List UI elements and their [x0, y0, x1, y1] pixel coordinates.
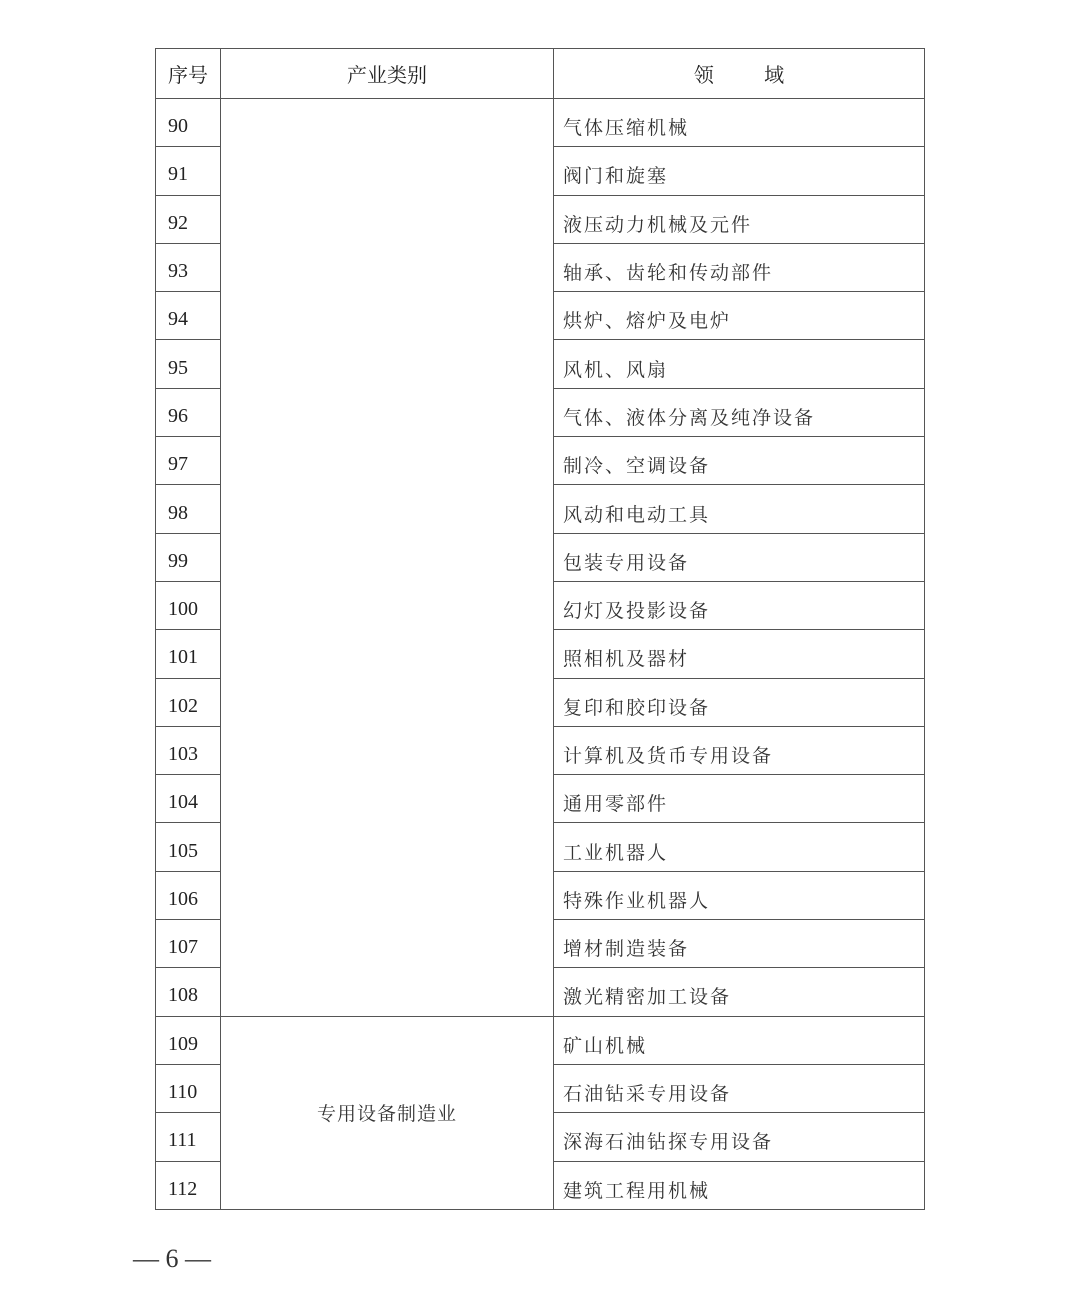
row-index: 108: [156, 968, 221, 1016]
row-index: 105: [156, 823, 221, 871]
row-index: 109: [156, 1016, 221, 1064]
row-domain: 石油钻采专用设备: [554, 1064, 925, 1112]
row-domain: 轴承、齿轮和传动部件: [554, 243, 925, 291]
row-index: 95: [156, 340, 221, 388]
table-header-row: [156, 49, 925, 99]
row-domain: 制冷、空调设备: [554, 437, 925, 485]
industry-domain-table: [155, 48, 925, 1210]
row-domain: 风动和电动工具: [554, 485, 925, 533]
row-domain: 通用零部件: [554, 775, 925, 823]
row-index: 103: [156, 726, 221, 774]
row-index: 106: [156, 871, 221, 919]
header-index: 序号: [156, 49, 221, 99]
row-domain: 复印和胶印设备: [554, 678, 925, 726]
row-domain: 幻灯及投影设备: [554, 581, 925, 629]
row-index: 110: [156, 1064, 221, 1112]
row-domain: 特殊作业机器人: [554, 871, 925, 919]
row-domain: 计算机及货币专用设备: [554, 726, 925, 774]
row-index: 107: [156, 920, 221, 968]
row-domain: 气体、液体分离及纯净设备: [554, 388, 925, 436]
row-domain: 阀门和旋塞: [554, 147, 925, 195]
row-index: 111: [156, 1113, 221, 1161]
row-index: 91: [156, 147, 221, 195]
row-domain: 气体压缩机械: [554, 99, 925, 147]
header-domain: 领 域: [554, 49, 925, 99]
row-index: 112: [156, 1161, 221, 1209]
page-number: — 6 —: [133, 1244, 211, 1273]
row-index: 100: [156, 581, 221, 629]
row-domain: 增材制造装备: [554, 920, 925, 968]
category-cell: [221, 99, 554, 1017]
row-domain: 建筑工程用机械: [554, 1161, 925, 1209]
row-index: 99: [156, 533, 221, 581]
row-domain: 深海石油钻探专用设备: [554, 1113, 925, 1161]
row-index: 98: [156, 485, 221, 533]
row-index: 102: [156, 678, 221, 726]
category-cell: 专用设备制造业: [221, 1016, 554, 1209]
table-row: [156, 1016, 925, 1064]
row-index: 96: [156, 388, 221, 436]
row-domain: 烘炉、熔炉及电炉: [554, 292, 925, 340]
row-index: 104: [156, 775, 221, 823]
header-category: 产业类别: [221, 49, 554, 99]
row-domain: 激光精密加工设备: [554, 968, 925, 1016]
row-index: 101: [156, 630, 221, 678]
row-domain: 工业机器人: [554, 823, 925, 871]
row-domain: 液压动力机械及元件: [554, 195, 925, 243]
row-index: 90: [156, 99, 221, 147]
row-index: 97: [156, 437, 221, 485]
table-row: [156, 99, 925, 147]
row-index: 93: [156, 243, 221, 291]
row-index: 94: [156, 292, 221, 340]
row-domain: 风机、风扇: [554, 340, 925, 388]
row-domain: 矿山机械: [554, 1016, 925, 1064]
row-domain: 包装专用设备: [554, 533, 925, 581]
row-index: 92: [156, 195, 221, 243]
row-domain: 照相机及器材: [554, 630, 925, 678]
